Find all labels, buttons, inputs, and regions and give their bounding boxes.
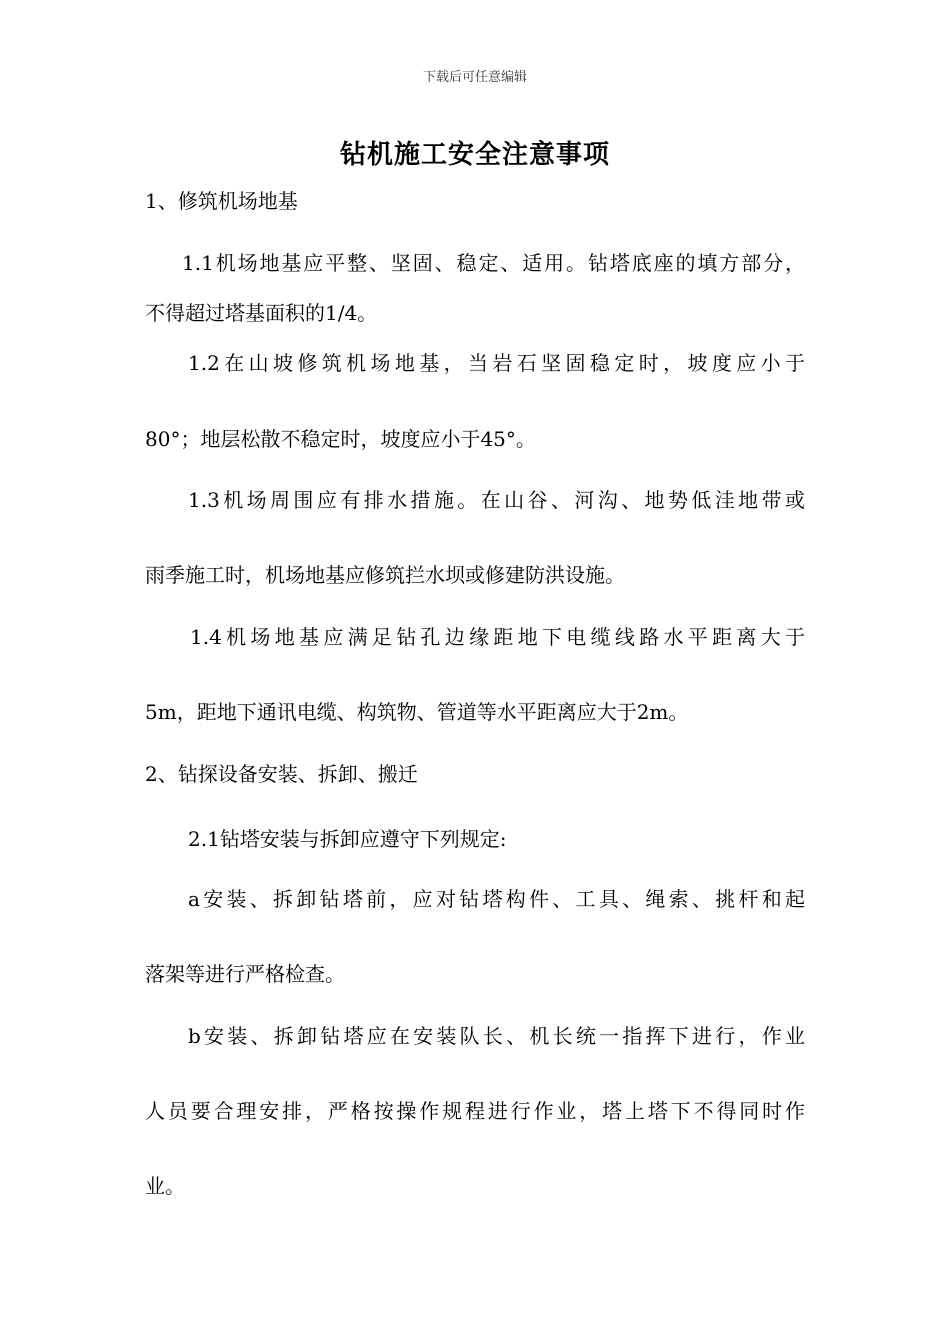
page-title: 钻机施工安全注意事项 <box>339 140 610 170</box>
paragraph-line: 雨季施工时，机场地基应修筑拦水坝或修建防洪设施。 <box>145 563 625 587</box>
paragraph-line: 2.1钻塔安装与拆卸应遵守下列规定: <box>188 827 507 851</box>
paragraph-line: b安装、拆卸钻塔应在安装队长、机长统一指挥下进行，作业 <box>188 1024 805 1048</box>
paragraph-line: 1.4机场地基应满足钻孔边缘距地下电缆线路水平距离大于 <box>190 625 805 649</box>
header-note: 下载后可任意编辑 <box>422 70 527 85</box>
paragraph-line: 不得超过塔基面积的1/4。 <box>145 301 378 325</box>
paragraph-line: 落架等进行严格检查。 <box>145 962 345 986</box>
paragraph-line: 人员要合理安排，严格按操作规程进行作业，塔上塔下不得同时作 <box>145 1099 805 1123</box>
paragraph-line: 业。 <box>145 1174 185 1198</box>
section-heading-1: 1、修筑机场地基 <box>145 189 298 213</box>
paragraph-line: 5m，距地下通讯电缆、构筑物、管道等水平距离应大于2m。 <box>145 700 689 724</box>
paragraph-line: a安装、拆卸钻塔前，应对钻塔构件、工具、绳索、挑杆和起 <box>188 887 805 911</box>
paragraph-line: 1.1机场地基应平整、坚固、稳定、适用。钻塔底座的填方部分， <box>182 251 805 275</box>
paragraph-line: 1.2在山坡修筑机场地基，当岩石坚固稳定时，坡度应小于 <box>188 351 805 375</box>
section-heading-2: 2、钻探设备安装、拆卸、搬迁 <box>145 762 418 786</box>
paragraph-line: 80°；地层松散不稳定时，坡度应小于45°。 <box>145 427 536 451</box>
paragraph-line: 1.3机场周围应有排水措施。在山谷、河沟、地势低洼地带或 <box>188 488 805 512</box>
